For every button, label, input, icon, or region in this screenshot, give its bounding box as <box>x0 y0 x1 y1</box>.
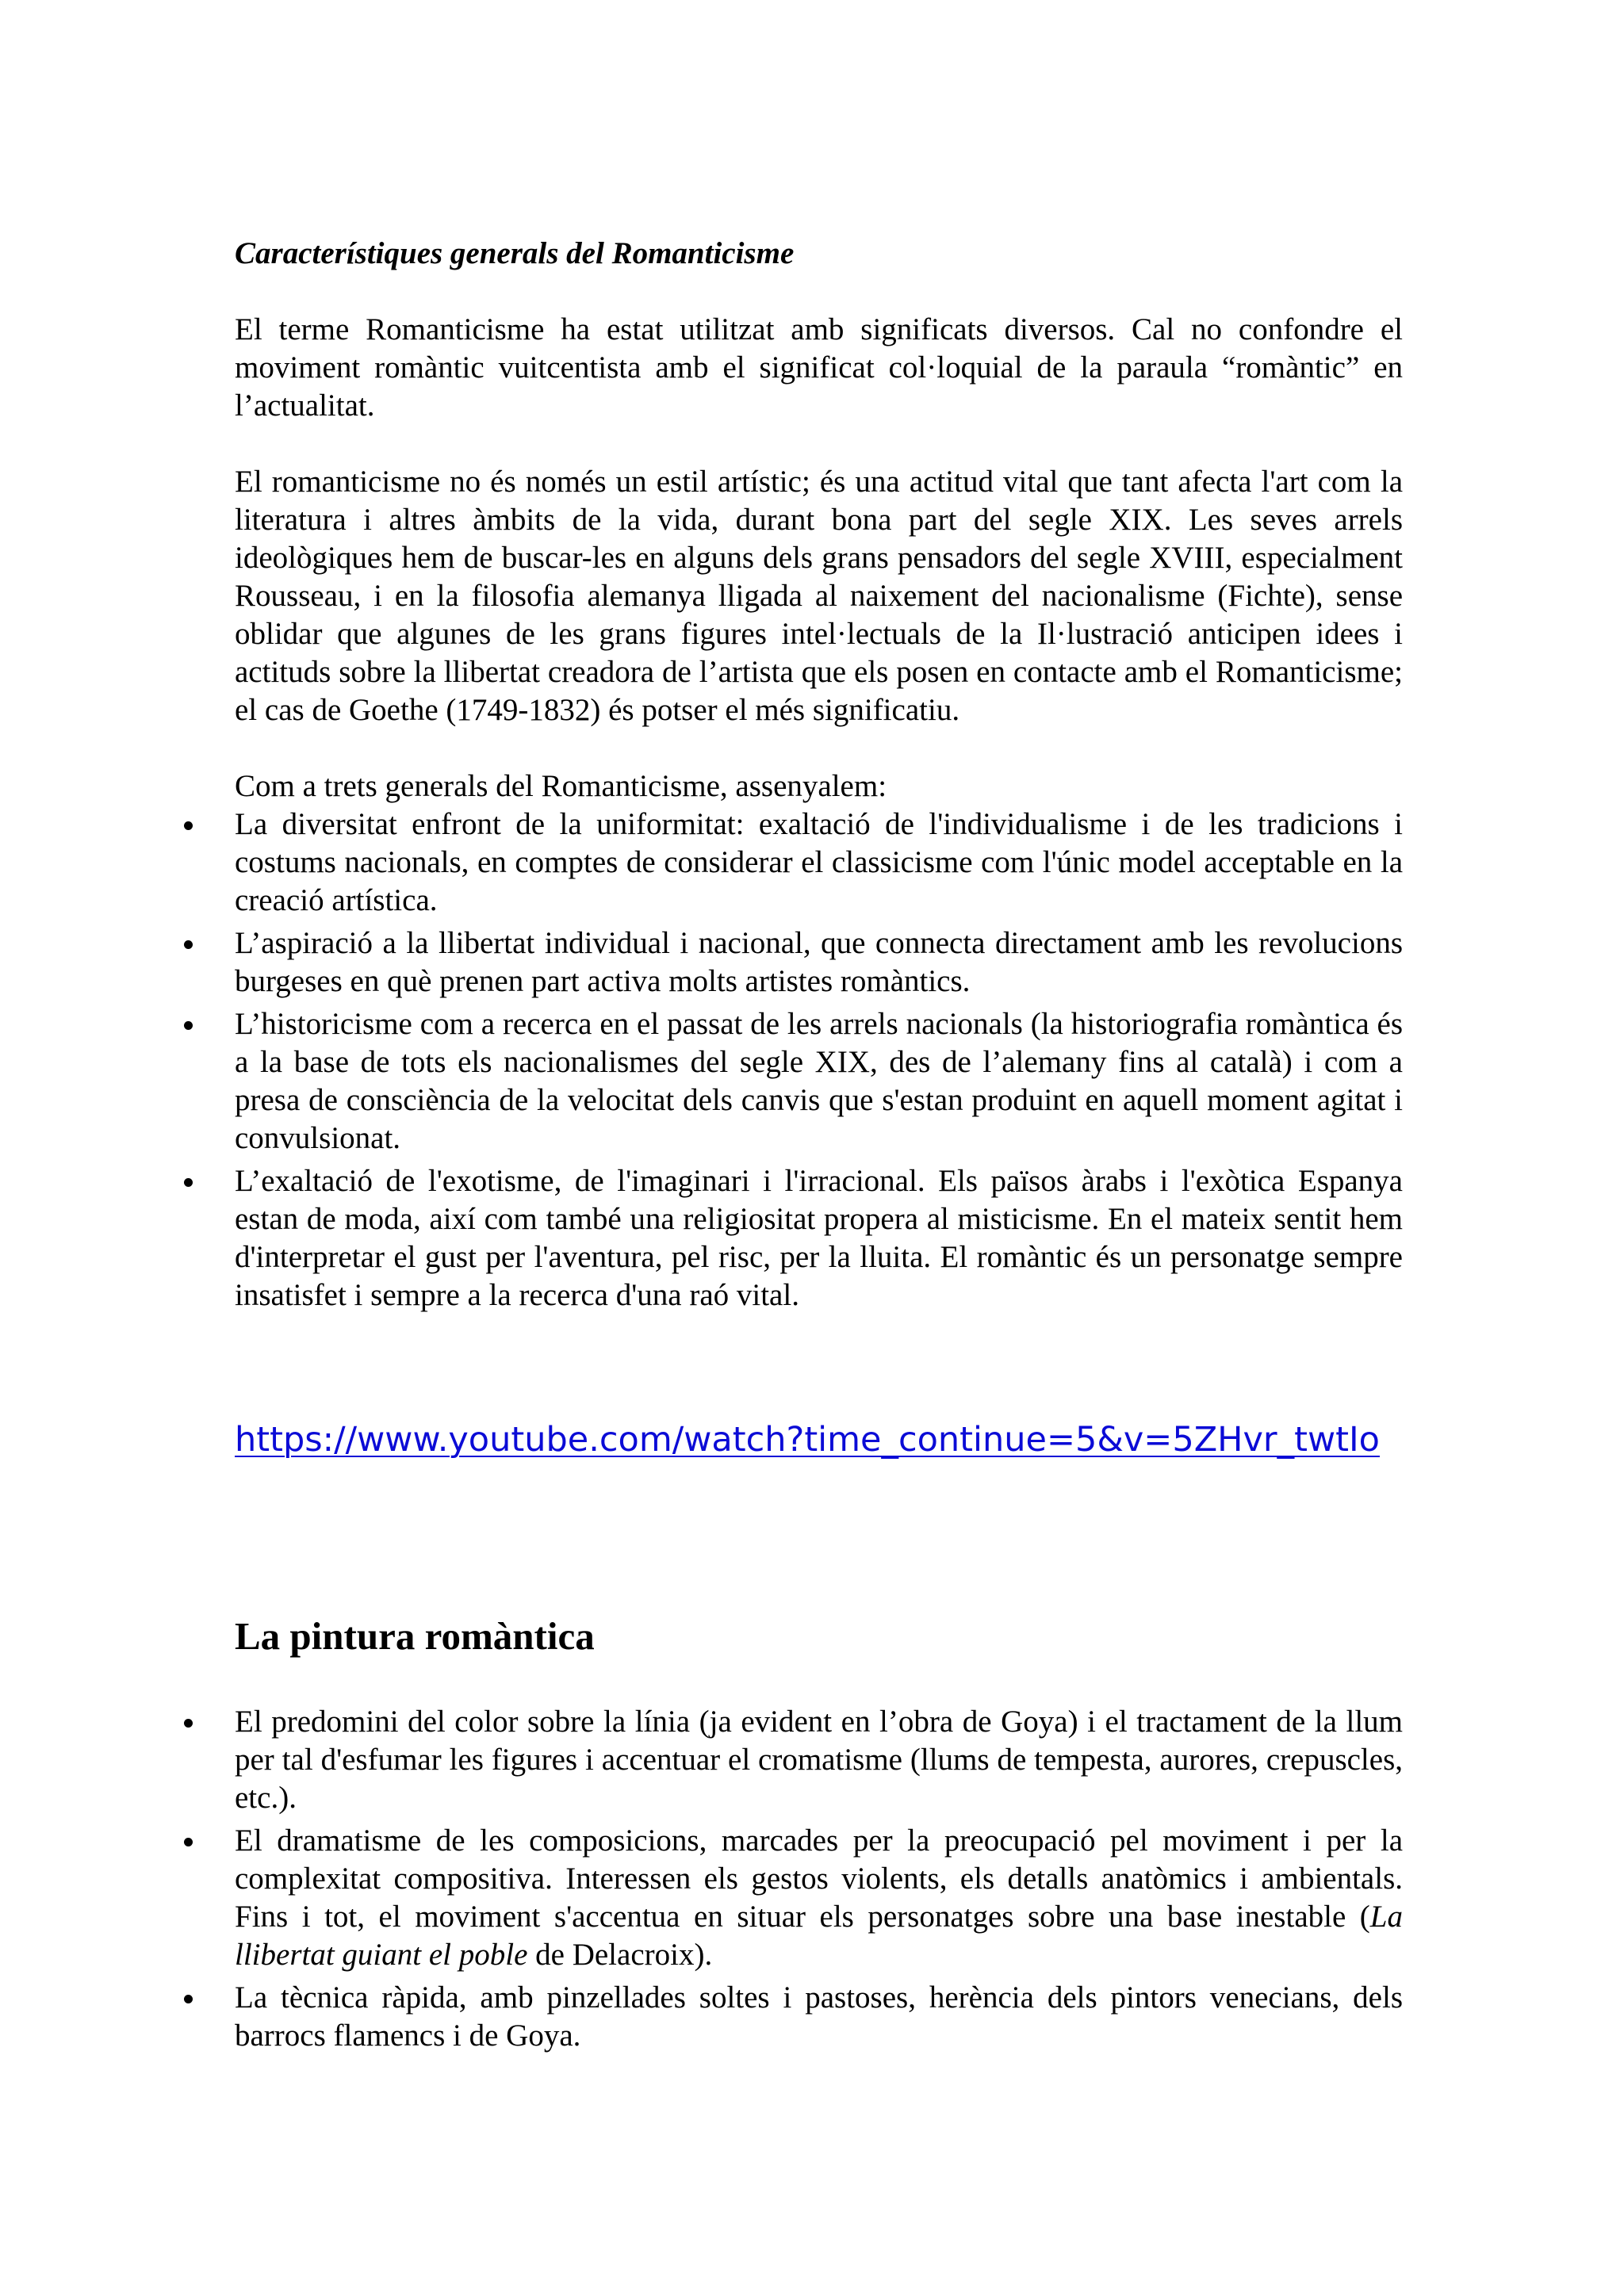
bullet-icon <box>184 1178 193 1187</box>
list-item-text: L’exaltació de l'exotisme, de l'imaginari i l'irracional. Els països àrabs i l'exòtica Espanya estan de moda, així com també una religiositat propera al misticisme. En el mateix sentit hem d'interpretar el gust per l'aventura, pel risc, per la lluita. El romàntic és un personatge sempre insatisfet i sempre a la recerca d'una raó vital. <box>235 1164 1403 1312</box>
paragraph-context: El romanticisme no és només un estil artístic; és una actitud vital que tant afecta l'art com la literatura i altres àmbits de la vida, durant bona part del segle XIX. Les seves arrels ideològiques hem de buscar-les en alguns dels grans pensadors del segle XVIII, especialment Rousseau, i en la filosofia alemanya lligada al naixement del nacionalisme (Fichte), sense oblidar que algunes de les grans figures intel·lectuals de la Il·lustració anticipen idees i actituds sobre la llibertat creadora de l’artista que els posen en contacte amb el Romanticisme; el cas de Goethe (1749-1832) és potser el més significatiu. <box>235 465 1403 727</box>
list-item-text: La diversitat enfront de la uniformitat: exaltació de l'individualisme i de les tradicions i costums nacionals, en comptes de considerar el classicisme com l'únic model acceptable en la creació artística. <box>235 807 1403 917</box>
bullet-icon <box>184 1021 193 1030</box>
list-item-text: L’aspiració a la llibertat individual i nacional, que connecta directament amb les revolucions burgeses en què prenen part activa molts artistes romàntics. <box>235 926 1403 998</box>
list-item <box>235 1822 1403 1974</box>
traits-list <box>235 806 1403 1314</box>
bullet-icon <box>184 940 193 949</box>
list-item-text-after: de Delacroix). <box>527 1938 713 1972</box>
painting-list <box>235 1703 1403 2055</box>
video-link[interactable]: https://www.youtube.com/watch?time_continue=5&v=5ZHvr_twtIo <box>235 1420 1380 1460</box>
artwork-title: La llibertat guiant el poble <box>235 1900 1403 1972</box>
paragraph-traits-intro: Com a trets generals del Romanticisme, assenyalem: <box>235 769 887 803</box>
bullet-icon <box>184 821 193 830</box>
document-content <box>235 235 1403 2060</box>
list-item <box>235 1005 1403 1158</box>
list-item-text-before: El dramatisme de les composicions, marcades per la preocupació pel moviment i per la complexitat compositiva. Interessen els gestos violents, els detalls anatòmics i ambientals. Fins i tot, el moviment s'accentua en situar els personatges sobre una base inestable ( <box>235 1823 1403 1934</box>
section-heading: Característiques generals del Romanticisme <box>235 236 795 270</box>
list-item <box>235 1979 1403 2055</box>
video-link-line <box>235 1418 1403 1462</box>
list-item-text: El predomini del color sobre la línia (ja evident en l’obra de Goya) i el tractament de la llum per tal d'esfumar les figures i accentuar el cromatisme (llums de tempesta, aurores, crepuscles, etc.). <box>235 1705 1403 1815</box>
list-item <box>235 924 1403 1001</box>
list-item-text: La tècnica ràpida, amb pinzellades soltes i pastoses, herència dels pintors venecians, dels barrocs flamencs i de Goya. <box>235 1980 1403 2053</box>
bullet-icon <box>184 1838 193 1846</box>
list-item-text: L’historicisme com a recerca en el passat de les arrels nacionals (la historiografia romàntica és a la base de tots els nacionalismes del segle XIX, des de l’alemany fins al català) i com a presa de consciència de la velocitat dels canvis que s'estan produint en aquell moment agitat i convulsionat. <box>235 1007 1403 1155</box>
bullet-icon <box>184 1995 193 2003</box>
list-item <box>235 806 1403 920</box>
list-item <box>235 1162 1403 1314</box>
painting-heading: La pintura romàntica <box>235 1614 595 1658</box>
paragraph-intro: El terme Romanticisme ha estat utilitzat amb significats diversos. Cal no confondre el moviment romàntic vuitcentista amb el significat col·loquial de la paraula “romàntic” en l’actualitat. <box>235 312 1403 423</box>
bullet-icon <box>184 1719 193 1728</box>
list-item <box>235 1703 1403 1817</box>
